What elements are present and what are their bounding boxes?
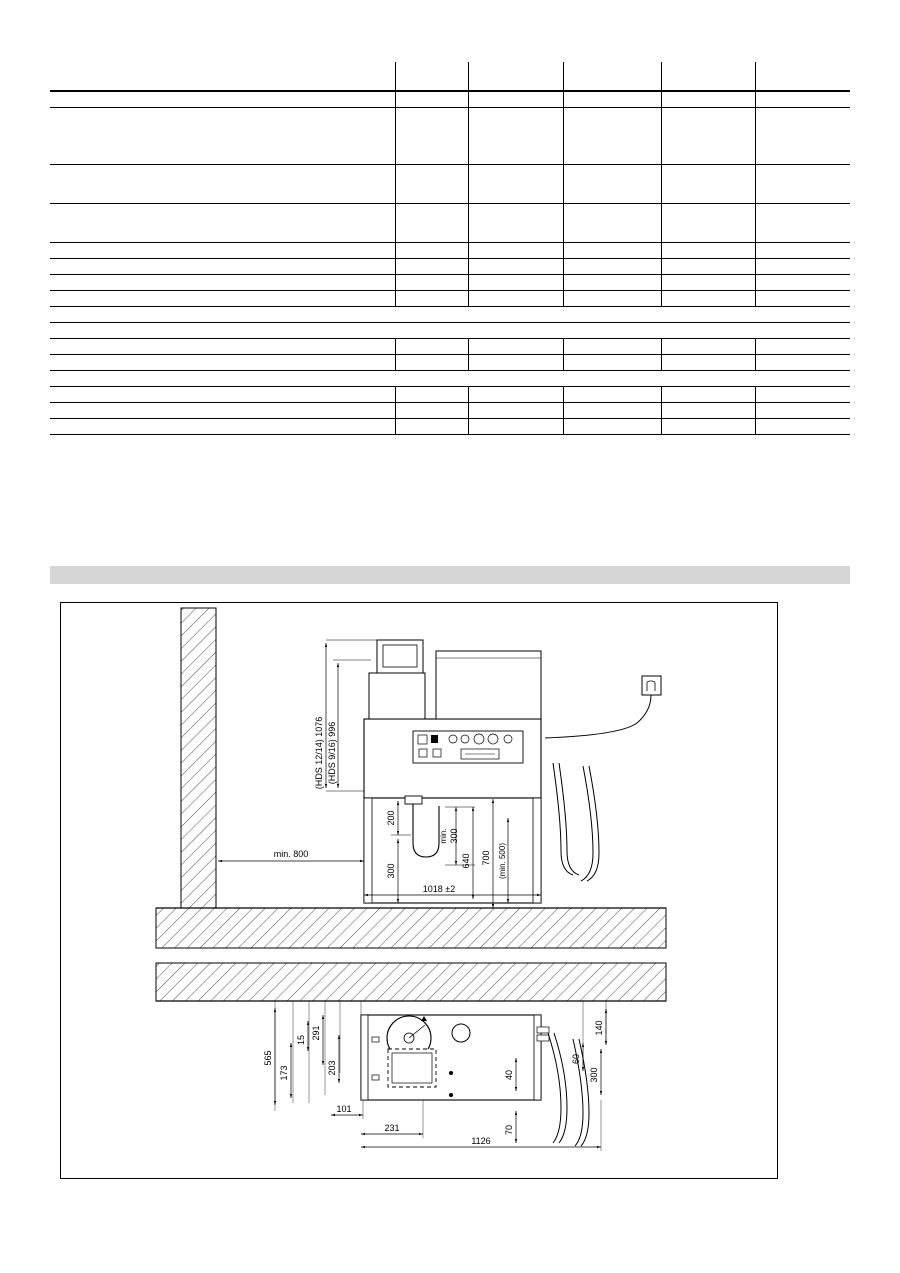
row-unit xyxy=(395,291,468,307)
table-row xyxy=(50,91,850,108)
dim-1018: 1018 ±2 xyxy=(422,884,456,894)
section-divider-band xyxy=(50,566,850,584)
row-value-1 xyxy=(468,355,563,371)
row-unit xyxy=(395,165,468,204)
row-label xyxy=(50,108,395,165)
row-unit xyxy=(395,387,468,403)
row-value-4 xyxy=(755,259,850,275)
dim-640: 640 xyxy=(461,853,471,869)
row-label xyxy=(50,387,395,403)
row-value-3 xyxy=(661,275,755,291)
row-value-3 xyxy=(661,243,755,259)
table-row xyxy=(50,355,850,371)
dim-300-left: 300 xyxy=(386,863,396,879)
table-row xyxy=(50,259,850,275)
row-value-3 xyxy=(661,291,755,307)
row-value-4 xyxy=(755,204,850,243)
row-value-2 xyxy=(563,419,661,435)
row-label xyxy=(50,339,395,355)
row-value-4 xyxy=(755,403,850,419)
table-row xyxy=(50,291,850,307)
row-label xyxy=(50,243,395,259)
table-section-row xyxy=(50,307,850,323)
row-unit xyxy=(395,339,468,355)
row-value-3 xyxy=(661,91,755,108)
row-unit xyxy=(395,108,468,165)
table-row xyxy=(50,275,850,291)
dim-140: 140 xyxy=(594,1020,604,1036)
row-value-2 xyxy=(563,108,661,165)
section-label xyxy=(50,307,850,323)
dim-60: 60 xyxy=(571,1053,581,1065)
row-value-2 xyxy=(563,291,661,307)
header-cell-1 xyxy=(468,62,563,91)
row-value-4 xyxy=(755,339,850,355)
table-section-row xyxy=(50,323,850,339)
row-label xyxy=(50,275,395,291)
row-value-3 xyxy=(661,204,755,243)
row-value-1 xyxy=(468,419,563,435)
row-value-1 xyxy=(468,259,563,275)
row-value-4 xyxy=(755,91,850,108)
row-value-3 xyxy=(661,259,755,275)
row-value-2 xyxy=(563,165,661,204)
row-value-4 xyxy=(755,387,850,403)
dim-173: 173 xyxy=(279,1065,289,1081)
dim-40: 40 xyxy=(504,1069,514,1081)
row-unit xyxy=(395,204,468,243)
row-value-3 xyxy=(661,339,755,355)
header-cell-unit xyxy=(395,62,468,91)
row-unit xyxy=(395,355,468,371)
dim-200: 200 xyxy=(386,810,396,826)
row-unit xyxy=(395,403,468,419)
row-value-2 xyxy=(563,403,661,419)
row-value-1 xyxy=(468,339,563,355)
dim-300-top: 300 xyxy=(589,1067,599,1083)
section-label xyxy=(50,371,850,387)
row-value-2 xyxy=(563,355,661,371)
table-row xyxy=(50,387,850,403)
row-value-2 xyxy=(563,387,661,403)
row-value-4 xyxy=(755,165,850,204)
row-value-3 xyxy=(661,355,755,371)
table-row xyxy=(50,204,850,243)
table-header-row xyxy=(50,62,850,91)
row-value-1 xyxy=(468,275,563,291)
row-value-2 xyxy=(563,275,661,291)
header-cell-4 xyxy=(755,62,850,91)
dim-203: 203 xyxy=(327,1060,337,1076)
specifications-table xyxy=(50,62,850,435)
row-value-4 xyxy=(755,355,850,371)
table-row xyxy=(50,165,850,204)
row-value-2 xyxy=(563,204,661,243)
dim-min-300: 300 xyxy=(449,828,459,844)
installation-drawing xyxy=(60,602,778,1179)
row-value-2 xyxy=(563,339,661,355)
row-value-1 xyxy=(468,91,563,108)
row-value-3 xyxy=(661,165,755,204)
row-value-1 xyxy=(468,403,563,419)
row-label xyxy=(50,419,395,435)
dim-101: 101 xyxy=(336,1104,352,1114)
row-label xyxy=(50,91,395,108)
dim-15: 15 xyxy=(296,1034,306,1046)
row-unit xyxy=(395,91,468,108)
row-value-4 xyxy=(755,419,850,435)
row-value-1 xyxy=(468,165,563,204)
row-value-1 xyxy=(468,291,563,307)
row-label xyxy=(50,403,395,419)
section-label xyxy=(50,323,850,339)
row-label xyxy=(50,259,395,275)
row-value-3 xyxy=(661,387,755,403)
dim-min-500: (min. 500) xyxy=(498,842,507,880)
row-value-4 xyxy=(755,275,850,291)
dim-height-hds1214: (HDS 12/14) 1076 xyxy=(314,716,324,790)
table-row xyxy=(50,419,850,435)
row-label xyxy=(50,291,395,307)
header-cell-3 xyxy=(661,62,755,91)
row-value-1 xyxy=(468,387,563,403)
dim-1126: 1126 xyxy=(471,1136,491,1146)
row-value-2 xyxy=(563,91,661,108)
row-label xyxy=(50,355,395,371)
dim-700: 700 xyxy=(481,850,491,866)
dim-565: 565 xyxy=(263,1050,273,1066)
header-cell-label xyxy=(50,62,395,91)
dim-min-800: min. 800 xyxy=(273,849,309,859)
table-row xyxy=(50,403,850,419)
table-row xyxy=(50,339,850,355)
row-value-2 xyxy=(563,243,661,259)
row-unit xyxy=(395,275,468,291)
row-value-2 xyxy=(563,259,661,275)
row-value-4 xyxy=(755,108,850,165)
dim-height-hds916: (HDS 9/16) 996 xyxy=(327,721,337,785)
row-value-3 xyxy=(661,108,755,165)
dim-70: 70 xyxy=(504,1124,514,1136)
row-label xyxy=(50,204,395,243)
row-unit xyxy=(395,259,468,275)
row-value-4 xyxy=(755,291,850,307)
row-unit xyxy=(395,419,468,435)
table-row xyxy=(50,108,850,165)
row-value-1 xyxy=(468,108,563,165)
table-row xyxy=(50,243,850,259)
row-value-3 xyxy=(661,403,755,419)
row-label xyxy=(50,165,395,204)
row-value-1 xyxy=(468,204,563,243)
dim-291: 291 xyxy=(311,1025,321,1041)
table-section-row xyxy=(50,371,850,387)
row-value-3 xyxy=(661,419,755,435)
dim-231: 231 xyxy=(384,1123,400,1133)
row-unit xyxy=(395,243,468,259)
dim-min-label: min. xyxy=(439,828,448,844)
header-cell-2 xyxy=(563,62,661,91)
row-value-1 xyxy=(468,243,563,259)
row-value-4 xyxy=(755,243,850,259)
